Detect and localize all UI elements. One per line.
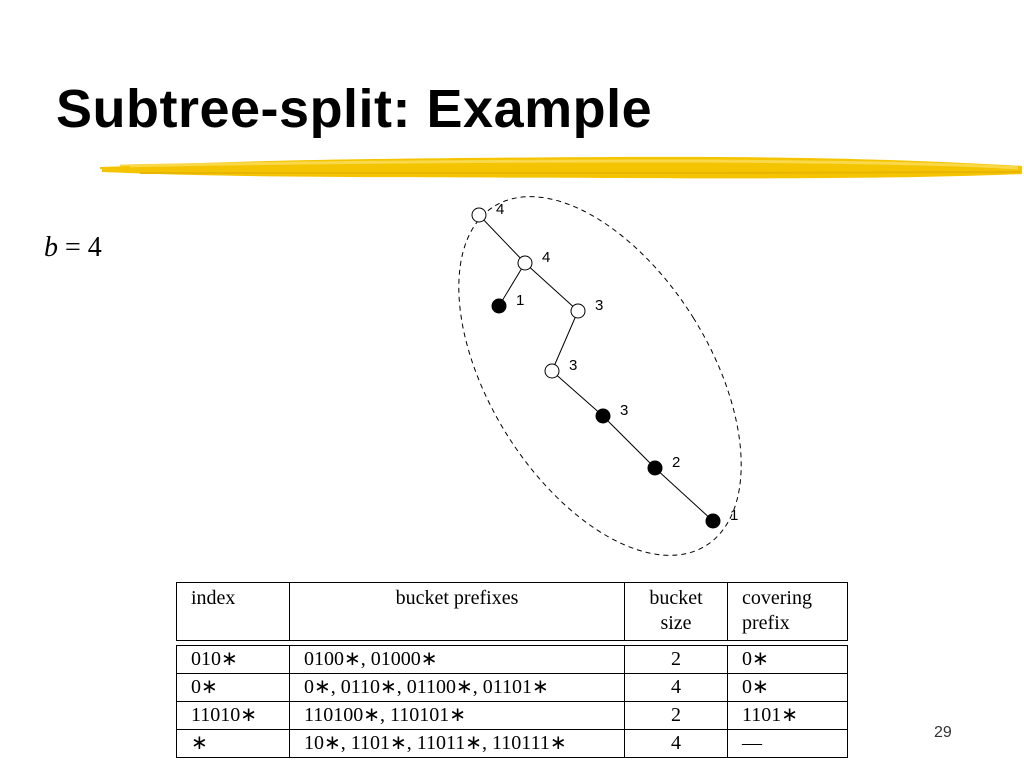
- tree-node-count-label: 1: [730, 507, 739, 524]
- tree-node-count-label: 3: [595, 297, 604, 314]
- tree-node-count-label: 4: [496, 201, 505, 218]
- tree-edge: [655, 468, 713, 521]
- tree-node-filled: [596, 409, 610, 423]
- header-index: index: [177, 583, 290, 641]
- table-row: [177, 646, 848, 674]
- tree-node-open: [545, 364, 559, 378]
- table-row: [177, 674, 848, 702]
- subtree-split-table: [176, 582, 848, 758]
- subtree-boundary: [401, 148, 800, 580]
- cell-index: 0∗: [177, 674, 290, 702]
- slide-title: Subtree-split: Example: [56, 79, 653, 139]
- cell-covering-prefix: 1101∗: [728, 702, 848, 730]
- cell-bucket-size: 2: [625, 646, 728, 674]
- tree-node-count-label: 3: [620, 402, 629, 419]
- cell-index: 11010∗: [177, 702, 290, 730]
- cell-covering-prefix: —: [728, 730, 848, 758]
- tree-node-open: [571, 304, 585, 318]
- header-covering-prefix: covering prefix: [728, 583, 848, 641]
- cell-bucket-prefixes: 0100∗, 01000∗: [290, 646, 625, 674]
- cell-bucket-size: 4: [625, 730, 728, 758]
- tree-edge: [479, 215, 525, 263]
- tree-node-open: [518, 256, 532, 270]
- cell-covering-prefix: 0∗: [728, 674, 848, 702]
- tree-node-count-label: 2: [672, 454, 681, 471]
- variable-operator: =: [58, 232, 88, 263]
- tree-edge: [603, 416, 655, 468]
- cell-bucket-prefixes: 0∗, 0110∗, 01100∗, 01101∗: [290, 674, 625, 702]
- tree-edge: [525, 263, 578, 311]
- cell-index: 010∗: [177, 646, 290, 674]
- header-bucket-prefixes: bucket prefixes: [290, 583, 625, 641]
- table-row: [177, 702, 848, 730]
- tree-node-filled: [648, 461, 662, 475]
- tree-node-filled: [492, 299, 506, 313]
- table-header-row: [177, 583, 848, 641]
- variable-name: b: [44, 232, 58, 263]
- table-row: [177, 730, 848, 758]
- cell-bucket-size: 4: [625, 674, 728, 702]
- tree-node-count-label: 1: [516, 292, 525, 309]
- tree-node-count-label: 4: [542, 249, 551, 266]
- tree-node-filled: [706, 514, 720, 528]
- page-number: 29: [934, 724, 952, 741]
- header-bucket-size: bucket size: [625, 583, 728, 641]
- tree-node-count-label: 3: [569, 357, 578, 374]
- variable-value: 4: [87, 232, 102, 263]
- tree-node-open: [472, 208, 486, 222]
- tree-edge: [552, 371, 603, 416]
- cell-bucket-prefixes: 10∗, 1101∗, 11011∗, 110111∗: [290, 730, 625, 758]
- cell-index: ∗: [177, 730, 290, 758]
- cell-bucket-prefixes: 110100∗, 110101∗: [290, 702, 625, 730]
- cell-covering-prefix: 0∗: [728, 646, 848, 674]
- cell-bucket-size: 2: [625, 702, 728, 730]
